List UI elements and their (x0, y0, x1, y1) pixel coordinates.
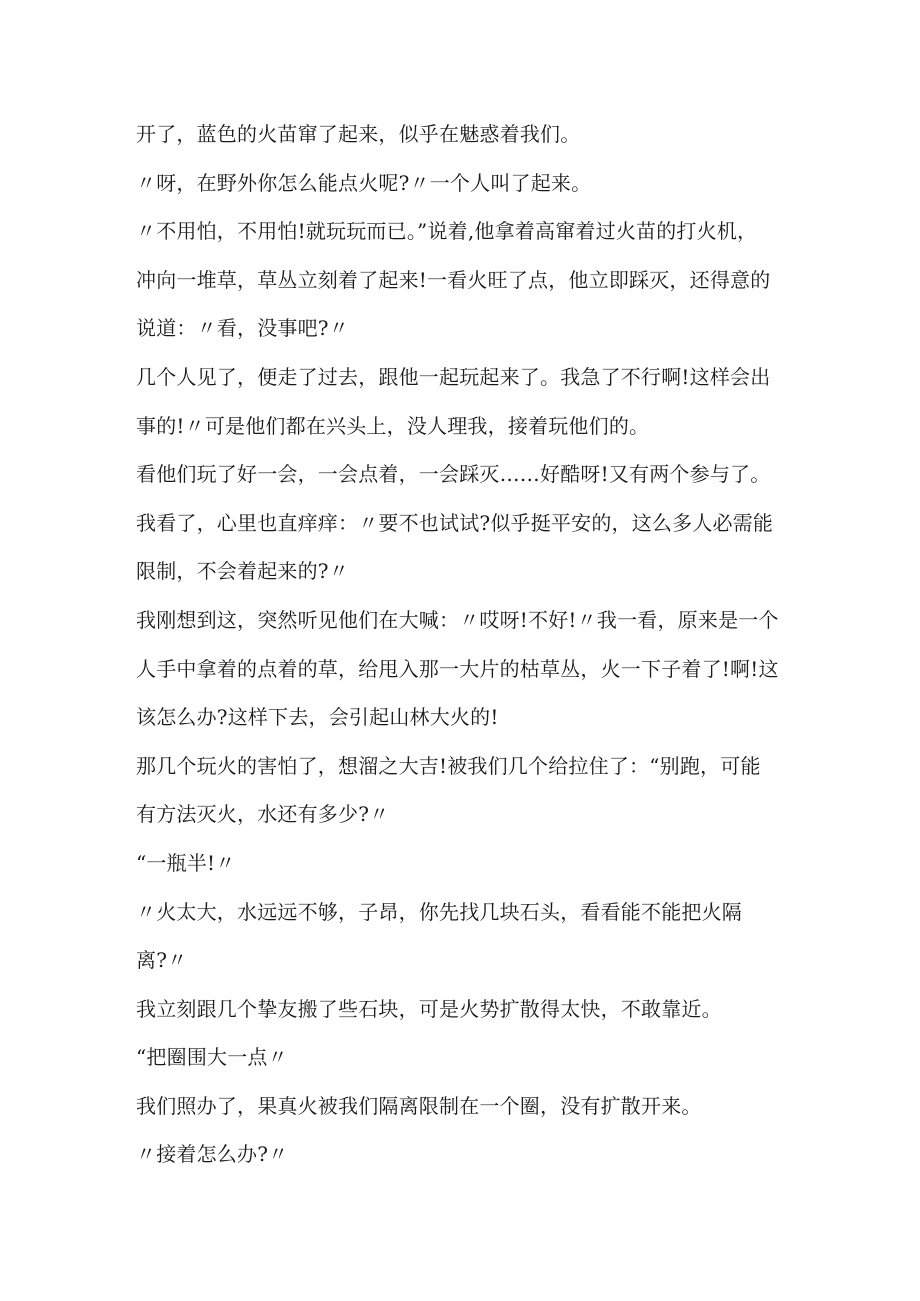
text-line: 那几个玩火的害怕了，想溜之大吉!被我们几个给拉住了：“别跑，可能 (136, 753, 761, 778)
text-line: 我们照办了，果真火被我们隔离限制在一个圈，没有扩散开来。 (136, 1093, 702, 1118)
text-line: 该怎么办?这样下去，会引起山林大火的! (136, 705, 499, 730)
text-line: 开了，蓝色的火苗窜了起来，似乎在魅惑着我们。 (136, 122, 581, 146)
text-line: 离?〃 (136, 948, 188, 973)
text-line: 我看了，心里也直痒痒：〃要不也试试?似乎挺平安的，这么多人必需能 (136, 510, 774, 535)
text-line: 〃接着怎么办?〃 (136, 1142, 289, 1167)
text-line: 我刚想到这，突然听见他们在大喊：〃哎呀!不好!〃我一看，原来是一个 (136, 607, 779, 632)
text-line: 我立刻跟几个挚友搬了些石块，可是火势扩散得太快，不敢靠近。 (136, 996, 722, 1021)
text-line: 冲向一堆草，草丛立刻着了起来!一看火旺了点，他立即踩灭，还得意的 (136, 267, 771, 292)
body-text (136, 110, 786, 1179)
text-line: 〃不用怕，不用怕!就玩玩而已。”说着,他拿着高窜着过火苗的打火机， (136, 219, 758, 244)
text-line: “一瓶半!〃 (136, 850, 236, 875)
text-line: 〃呀，在野外你怎么能点火呢?〃一个人叫了起来。 (136, 170, 592, 195)
text-line: 说道：〃看，没事吧?〃 (136, 316, 349, 341)
text-line: 人手中拿着的点着的草，给甩入那一大片的枯草丛，火一下子着了!啊!这 (136, 656, 779, 681)
text-line: 事的!〃可是他们都在兴头上，没人理我，接着玩他们的。 (136, 413, 650, 438)
text-line: 限制，不会着起来的?〃 (136, 559, 349, 584)
text-line: 几个人见了，便走了过去，跟他一起玩起来了。我急了不行啊!这样会出 (136, 364, 771, 389)
text-line: 看他们玩了好一会，一会点着，一会踩灭……好酷呀!又有两个参与了。 (136, 462, 771, 487)
text-line: “把圈围大一点〃 (136, 1045, 288, 1070)
text-line: 〃火太大，水远远不够，子昂，你先找几块石头，看看能不能把火隔 (136, 899, 742, 924)
text-line: 有方法灭火，水还有多少?〃 (136, 802, 390, 827)
